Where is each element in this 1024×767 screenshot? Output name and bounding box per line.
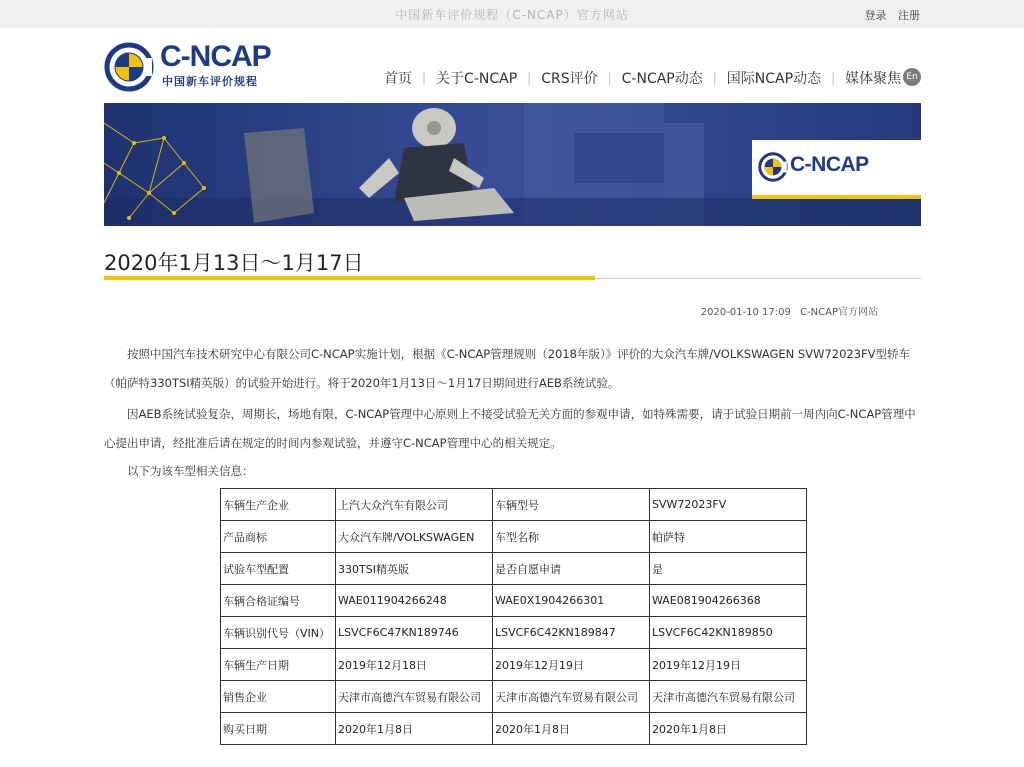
article-meta	[695, 303, 878, 318]
table-cell: 天津市高德汽车贸易有限公司	[336, 681, 493, 713]
table-cell: WAE0X1904266301	[493, 585, 650, 617]
table-row	[221, 649, 807, 681]
table-cell: LSVCF6C47KN189746	[336, 617, 493, 649]
nav-separator: |	[607, 71, 612, 85]
banner-logo-box	[752, 140, 921, 195]
table-cell: 天津市高德汽车贸易有限公司	[650, 681, 807, 713]
table-cell: 天津市高德汽车贸易有限公司	[493, 681, 650, 713]
table-row	[221, 585, 807, 617]
nav-item-crs[interactable]: CRS评价	[541, 71, 598, 87]
site-logo[interactable]	[104, 40, 284, 90]
nav-item-cncap-news[interactable]: C-NCAP动态	[621, 71, 703, 87]
table-row	[221, 713, 807, 745]
table-intro: 以下为该车型相关信息：	[127, 464, 254, 478]
table-cell: 帕萨特	[650, 521, 807, 553]
nav-separator: |	[527, 71, 532, 85]
page-title: 2020年1月13日～1月17日	[104, 251, 364, 275]
table-cell: 2019年12月19日	[493, 649, 650, 681]
table-row-label: 车辆识别代号（VIN）	[221, 617, 336, 649]
vehicle-info-table	[220, 488, 807, 745]
title-accent-underline	[104, 276, 595, 280]
language-switch-button[interactable]: En	[903, 68, 921, 86]
table-cell: 上汽大众汽车有限公司	[336, 489, 493, 521]
logo-subtitle: 中国新车评价规程	[162, 75, 258, 88]
table-cell: WAE081904266368	[650, 585, 807, 617]
nav-separator: |	[712, 71, 717, 85]
table-cell: 大众汽车牌/VOLKSWAGEN	[336, 521, 493, 553]
login-link[interactable]: 登录	[864, 9, 887, 22]
logo-text: C-NCAP	[160, 40, 271, 73]
crash-test-logo-icon	[104, 42, 154, 92]
table-row	[221, 617, 807, 649]
paragraph-text: 按照中国汽车技术研究中心有限公司C-NCAP实施计划，根据《C-NCAP管理规则（2018年版）》评价的大众汽车牌/VOLKSWAGEN SVW72023FV型轿车（帕萨特330TSI精英版）的试验开始进行。将于2020年1月13日～1月17日期间进行AEB系统试验。	[104, 347, 911, 390]
paragraph-text: 因AEB系统试验复杂，周期长，场地有限，C-NCAP管理中心原则上不接受试验无关方面的参观申请，如特殊需要，请于试验日期前一周内向C-NCAP管理中心提出申请，经批准后请在规定的时间内参观试验，并遵守C-NCAP管理中心的相关规定。	[104, 407, 916, 450]
table-cell: LSVCF6C42KN189847	[493, 617, 650, 649]
table-cell: 2019年12月19日	[650, 649, 807, 681]
banner-accent-stripe	[752, 195, 921, 199]
table-row-label: 销售企业	[221, 681, 336, 713]
hero-banner	[104, 103, 921, 226]
nav-item-intl-ncap-news[interactable]: 国际NCAP动态	[726, 71, 822, 87]
table-row-label: 车辆合格证编号	[221, 585, 336, 617]
table-cell: 2020年1月8日	[493, 713, 650, 745]
table-cell: 2020年1月8日	[650, 713, 807, 745]
article-source: C-NCAP官方网站	[800, 307, 878, 318]
crash-test-logo-icon	[758, 152, 788, 182]
table-row	[221, 681, 807, 713]
top-bar	[0, 0, 1024, 28]
nav-item-media[interactable]: 媒体聚焦	[845, 71, 902, 87]
table-cell: 2020年1月8日	[336, 713, 493, 745]
table-cell: 330TSI精英版	[336, 553, 493, 585]
nav-separator: |	[831, 71, 836, 85]
article-paragraph	[104, 400, 921, 458]
table-row-label: 车辆生产日期	[221, 649, 336, 681]
table-cell: 车辆型号	[493, 489, 650, 521]
register-link[interactable]: 注册	[898, 9, 920, 22]
table-cell: 是	[650, 553, 807, 585]
table-row-label: 车辆生产企业	[221, 489, 336, 521]
publish-date: 2020-01-10 17:09	[700, 307, 791, 318]
auth-links	[857, 7, 921, 23]
table-cell: 车型名称	[493, 521, 650, 553]
table-row	[221, 489, 807, 521]
table-cell: 是否自愿申请	[493, 553, 650, 585]
article-paragraph	[104, 340, 921, 398]
main-nav	[384, 68, 901, 88]
table-row	[221, 521, 807, 553]
table-cell: LSVCF6C42KN189850	[650, 617, 807, 649]
table-cell: WAE011904266248	[336, 585, 493, 617]
nav-item-home[interactable]: 首页	[384, 71, 412, 87]
table-row-label: 产品商标	[221, 521, 336, 553]
table-row	[221, 553, 807, 585]
table-cell: 2019年12月18日	[336, 649, 493, 681]
nav-item-about[interactable]: 关于C-NCAP	[436, 71, 518, 87]
table-row-label: 购买日期	[221, 713, 336, 745]
nav-separator: |	[422, 71, 427, 85]
banner-logo-text: C-NCAP	[790, 153, 869, 176]
table-cell: SVW72023FV	[650, 489, 807, 521]
table-row-label: 试验车型配置	[221, 553, 336, 585]
site-title: 中国新车评价规程（C-NCAP）官方网站	[395, 8, 629, 22]
